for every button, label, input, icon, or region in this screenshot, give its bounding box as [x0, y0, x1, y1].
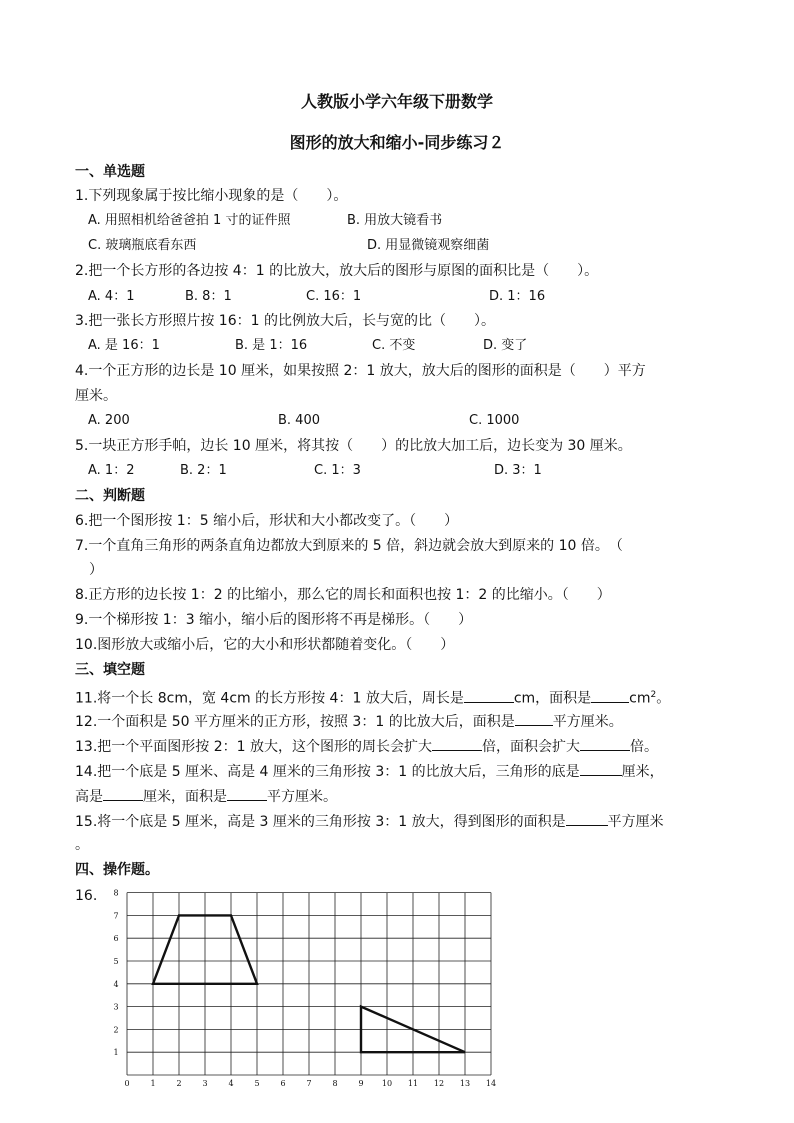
x-tick-label: 4 [228, 1079, 234, 1086]
q14-text-1: 14.把一个底是 5 厘米、高是 4 厘米的三角形按 3：1 的比放大后，三角形的底是 [75, 764, 580, 780]
q14-blank-3[interactable] [227, 786, 267, 801]
q2-option-b: B. 8：1 [185, 289, 232, 304]
q14-text-4: 厘米，面积是 [143, 789, 227, 805]
q14-blank-2[interactable] [103, 786, 143, 801]
q3-option-b: B. 是 1：16 [235, 338, 308, 353]
question-2: 2.把一个长方形的各边按 4：1 的比放大，放大后的图形与原图的面积比是（ ）。 [75, 263, 599, 279]
question-7: 7.一个直角三角形的两条直角边都放大到原来的 5 倍，斜边就会放大到原来的 10 倍。 （ [75, 538, 623, 554]
q11-text-1: 11.将一个长 8cm，宽 4cm 的长方形按 4：1 放大后，周长是 [75, 690, 464, 707]
q11-blank-2[interactable] [591, 688, 629, 703]
y-tick-label: 8 [113, 888, 119, 898]
x-tick-label: 1 [150, 1079, 156, 1086]
q11-text-2: cm，面积是 [513, 690, 592, 707]
question-1: 1.下列现象属于按比缩小现象的是（ ）。 [75, 188, 348, 204]
q2-option-d: D. 1：16 [489, 289, 546, 304]
question-9: 9.一个梯形按 1：3 缩小，缩小后的图形将不再是梯形。（ ） [75, 612, 473, 628]
x-tick-label: 12 [433, 1079, 445, 1086]
section-heading-judgment: 二、判断题 [75, 488, 145, 504]
q2-option-a: A. 4：1 [88, 289, 135, 304]
question-12 [75, 711, 623, 731]
x-tick-label: 0 [124, 1079, 130, 1086]
question-5: 5.一块正方形手帕，边长 10 厘米，将其按（ ）的比放大加工后，边长变为 30 厘米。 [75, 438, 632, 454]
x-tick-label: 14 [485, 1079, 497, 1086]
q5-option-c: C. 1：3 [314, 463, 361, 478]
q12-blank[interactable] [515, 711, 553, 726]
q15-text-1: 15.将一个底是 5 厘米，高是 3 厘米的三角形按 3：1 放大，得到图形的面积是 [75, 814, 566, 830]
y-tick-label: 1 [113, 1048, 119, 1058]
question-7-cont: ） [75, 562, 103, 578]
question-15-cont: 。 [75, 837, 89, 853]
question-11 [75, 686, 670, 708]
section-heading-fill-blank: 三、填空题 [75, 662, 145, 678]
question-16-label: 16. [75, 888, 98, 904]
section-heading-single-choice: 一、单选题 [75, 164, 145, 180]
q4-option-a: A. 200 [88, 413, 130, 428]
x-tick-label: 7 [306, 1079, 312, 1086]
x-tick-label: 10 [381, 1079, 393, 1086]
question-6: 6.把一个图形按 1：5 缩小后，形状和大小都改变了。（ ） [75, 513, 459, 529]
y-tick-label: 6 [113, 934, 119, 944]
q12-text-1: 12.一个面积是 50 平方厘米的正方形，按照 3：1 的比放大后，面积是 [75, 714, 515, 730]
q12-text-2: 平方厘米。 [552, 714, 623, 730]
page-subtitle: 图形的放大和缩小-同步练习２ [289, 133, 505, 152]
q13-blank-1[interactable] [432, 736, 482, 751]
x-tick-label: 13 [459, 1079, 471, 1086]
question-10: 10.图形放大或缩小后，它的大小和形状都随着变化。（ ） [75, 637, 455, 653]
x-tick-label: 6 [280, 1079, 286, 1086]
q15-text-2: 平方厘米 [607, 814, 664, 830]
q13-text-1: 13.把一个平面图形按 2：1 放大，这个图形的周长会扩大 [75, 739, 432, 755]
q4-option-c: C. 1000 [469, 413, 520, 428]
q4-option-b: B. 400 [278, 413, 320, 428]
q1-option-c: C. 玻璃瓶底看东西 [88, 238, 197, 253]
q5-option-b: B. 2：1 [180, 463, 227, 478]
y-tick-label: 5 [113, 957, 119, 966]
q1-option-b: B. 用放大镜看书 [347, 213, 443, 228]
x-tick-label: 2 [176, 1079, 182, 1086]
x-tick-label: 3 [202, 1079, 208, 1086]
x-tick-label: 11 [407, 1079, 419, 1086]
q2-option-c: C. 16：1 [306, 289, 362, 304]
q13-blank-2[interactable] [580, 736, 630, 751]
question-4: 4.一个正方形的边长是 10 厘米，如果按照 2：1 放大，放大后的图形的面积是（ ）平方 [75, 363, 646, 379]
question-15 [75, 811, 664, 831]
question-4-cont: 厘米。 [75, 388, 117, 404]
x-tick-label: 5 [254, 1079, 260, 1086]
q13-text-2: 倍，面积会扩大 [481, 739, 580, 755]
q13-text-3: 倍。 [629, 739, 658, 755]
question-14 [75, 761, 664, 781]
q14-text-5: 平方厘米。 [267, 789, 337, 805]
page-title: 人教版小学六年级下册数学 [300, 92, 493, 111]
q15-blank[interactable] [566, 811, 608, 826]
q5-option-d: D. 3：1 [494, 463, 542, 478]
coordinate-grid [110, 886, 510, 1086]
q11-blank-1[interactable] [464, 688, 514, 703]
q14-text-2: 厘米， [621, 764, 664, 780]
q5-option-a: A. 1：2 [88, 463, 135, 478]
x-tick-label: 9 [358, 1079, 364, 1086]
q1-option-a: A. 用照相机给爸爸拍 1 寸的证件照 [88, 213, 291, 228]
y-tick-label: 3 [113, 1002, 119, 1012]
question-8: 8.正方形的边长按 1：2 的比缩小，那么它的周长和面积也按 1：2 的比缩小。（ ） [75, 587, 611, 603]
q14-text-3: 高是 [75, 789, 103, 805]
q14-blank-1[interactable] [580, 761, 622, 776]
y-tick-label: 4 [113, 979, 119, 989]
question-13 [75, 736, 658, 756]
q3-option-c: C. 不变 [372, 338, 416, 353]
y-tick-label: 7 [113, 911, 119, 921]
q11-superscript: 2 [650, 690, 657, 700]
question-3: 3.把一张长方形照片按 16：1 的比例放大后，长与宽的比（ ）。 [75, 313, 495, 329]
question-14-cont [75, 786, 337, 806]
section-heading-operation: 四、操作题。 [75, 862, 159, 878]
q1-option-d: D. 用显微镜观察细菌 [367, 238, 490, 253]
q11-text-4: 。 [656, 690, 671, 707]
x-tick-label: 8 [332, 1079, 338, 1086]
y-tick-label: 2 [113, 1025, 119, 1035]
q11-text-3: cm [629, 690, 651, 707]
q3-option-a: A. 是 16：1 [88, 338, 160, 353]
q3-option-d: D. 变了 [483, 338, 528, 353]
